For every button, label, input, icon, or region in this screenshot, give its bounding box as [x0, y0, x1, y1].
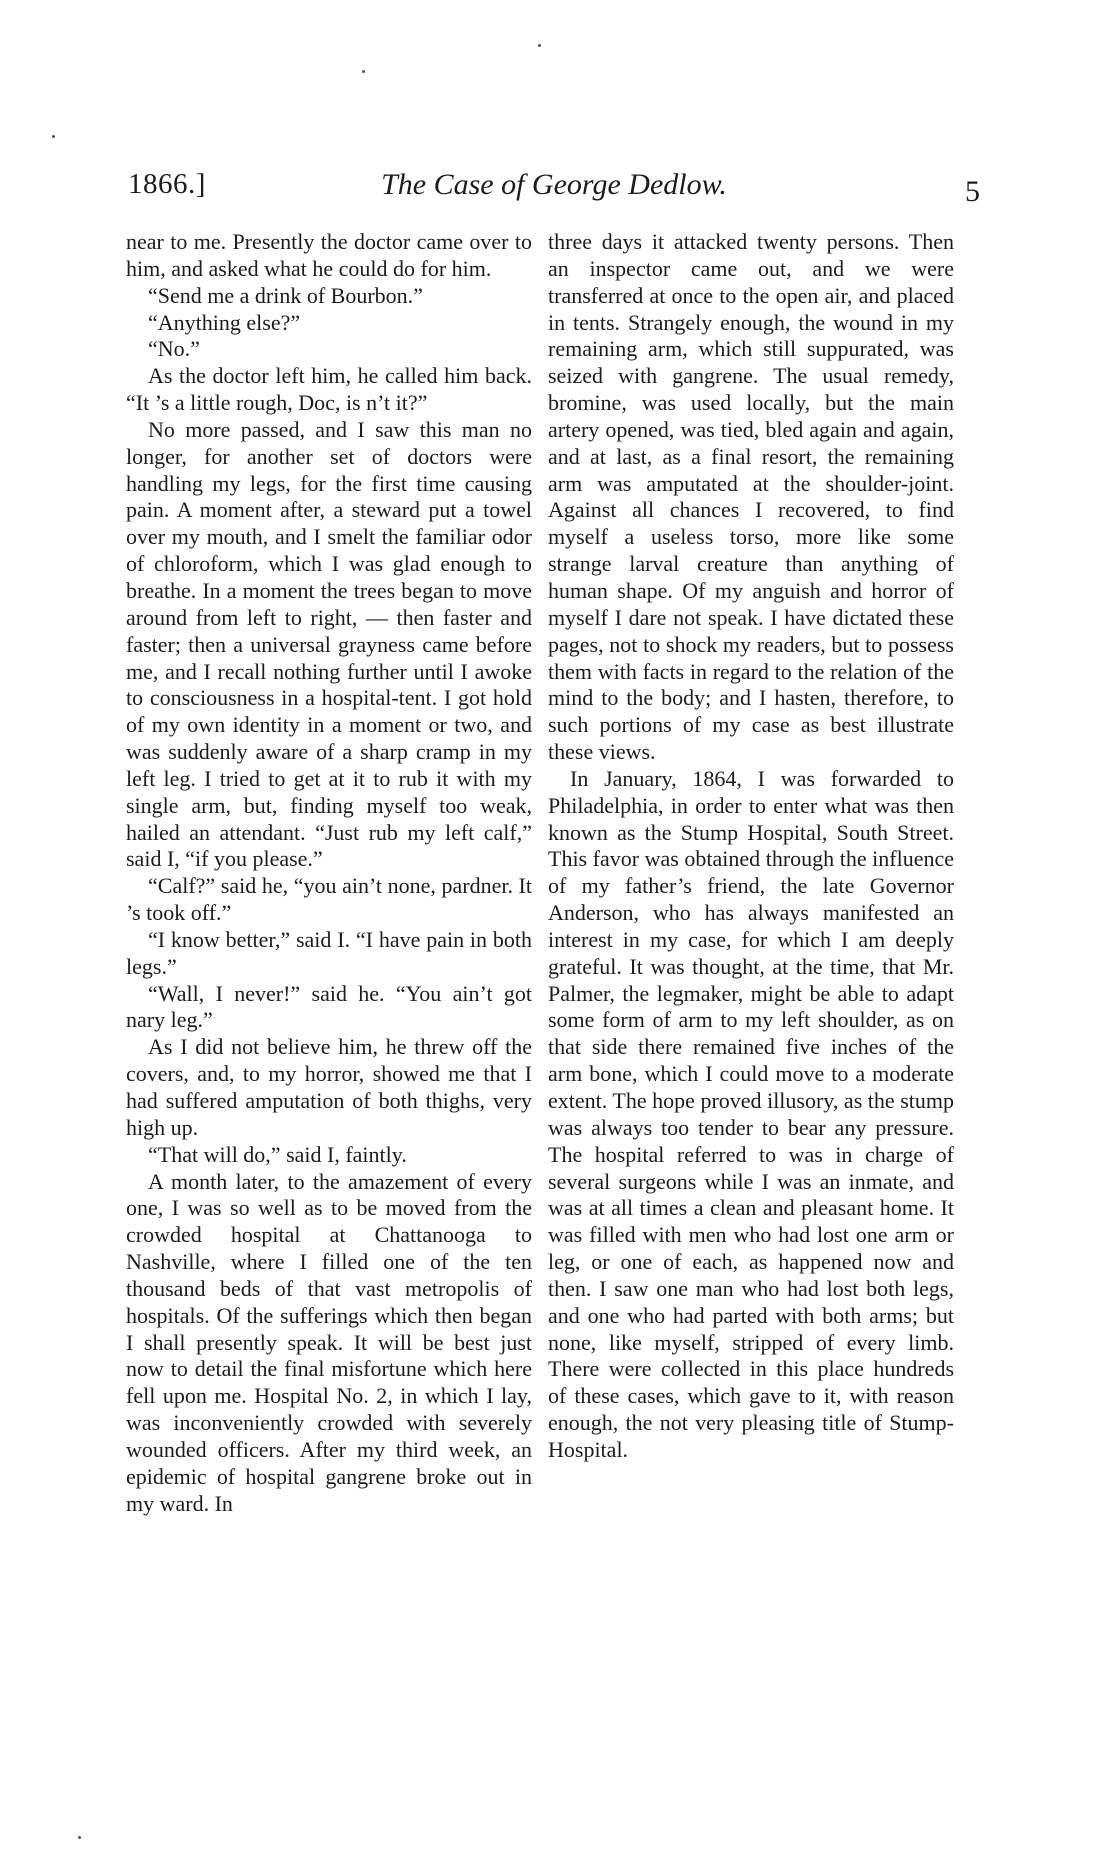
paragraph: A month later, to the amazement of every one, I was so well as to be moved from the crowded hospital at Chattanooga to Nashville, where I filled one of the ten thousand beds of that vast metropolis of hospitals. Of the sufferings which then began I shall presently speak. It will be best just now to detail the final misfortune which here fell upon me. Hospital No. 2, in which I lay, was inconveniently crowded with severely wounded officers. After my third week, an epidemic of hospital gangrene broke out in my ward. In: [126, 1168, 532, 1516]
paragraph: “Anything else?”: [148, 309, 301, 335]
running-year: 1866.]: [128, 168, 206, 200]
right-text-column: [548, 229, 954, 1464]
left-text-column: [126, 229, 532, 1518]
running-header: [128, 168, 980, 218]
page-number: 5: [965, 175, 980, 208]
print-speck: [538, 44, 541, 47]
paragraph: As the doctor left him, he called him back. “It ’s a little rough, Doc, is n’t it?”: [126, 363, 532, 416]
paragraph: In January, 1864, I was forwarded to Philadelphia, in order to enter what was then known as the Stump Hospital, South Street. This favor was obtained through the influence of my father’s friend, the late Governor Anderson, who has always manifested an interest in my case, for which I am deeply grateful. It was thought, at the time, that Mr. Palmer, the legmaker, might be able to adapt some form of arm to my left shoulder, as on that side there remained five inches of the arm bone, which I could move to a moderate extent. The hope proved illusory, as the stump was always too tender to bear any pressure. The hospital referred to was in charge of several surgeons while I was an inmate, and was at all times a clean and pleasant home. It was filled with men who had lost one arm or leg, or one of each, as happened now and then. I saw one man who had lost both legs, and one who had parted with both arms; but none, like myself, stripped of every limb. There were collected in this place hundreds of these cases, which gave to it, with reason enough, the not very pleasing title of Stump-Hospital.: [548, 765, 954, 1462]
paragraph: No more passed, and I saw this man no longer, for another set of doctors were handling my legs, for the first time causing pain. A moment after, a steward put a towel over my mouth, and I smelt the familiar odor of chloroform, which I was glad enough to breathe. In a moment the trees began to move around from left to right, — then faster and faster; then a universal grayness came before me, and I recall nothing further until I awoke to consciousness in a hospital-tent. I got hold of my own identity in a moment or two, and was suddenly aware of a sharp cramp in my left leg. I tried to get at it to rub it with my single arm, but, finding myself too weak, hailed an attendant. “Just rub my left calf,” said I, “if you please.”: [126, 416, 532, 872]
print-speck: [78, 1836, 81, 1839]
paragraph: “Calf?” said he, “you ain’t none, pardner. It ’s took off.”: [126, 873, 532, 926]
paragraph: “I know better,” said I. “I have pain in both legs.”: [126, 926, 532, 979]
paragraph: “Wall, I never!” said he. “You ain’t got nary leg.”: [126, 980, 532, 1033]
paragraph: “Send me a drink of Bourbon.”: [148, 282, 423, 308]
paragraph: “That will do,” said I, faintly.: [148, 1141, 407, 1167]
paragraph: “No.”: [148, 336, 200, 362]
paragraph: As I did not believe him, he threw off the covers, and, to my horror, showed me that I had suffered amputation of both thighs, very high up.: [126, 1034, 532, 1140]
print-speck: [362, 70, 365, 73]
running-title: The Case of George Dedlow.: [381, 168, 727, 201]
print-speck: [52, 135, 55, 138]
paragraph: near to me. Presently the doctor came over to him, and asked what he could do for him.: [126, 229, 532, 281]
paragraph: three days it attacked twenty persons. Then an inspector came out, and we were transferred at once to the open air, and placed in tents. Strangely enough, the wound in my remaining arm, which still suppurated, was seized with gangrene. The usual remedy, bromine, was used locally, but the main artery opened, was tied, bled again and again, and at last, as a final resort, the remaining arm was amputated at the shoulder-joint. Against all chances I recovered, to find myself a useless torso, more like some strange larval creature than anything of human shape. Of my anguish and horror of myself I dare not speak. I have dictated these pages, not to shock my readers, but to possess them with facts in regard to the relation of the mind to the body; and I hasten, therefore, to such portions of my case as best illustrate these views.: [548, 229, 954, 765]
